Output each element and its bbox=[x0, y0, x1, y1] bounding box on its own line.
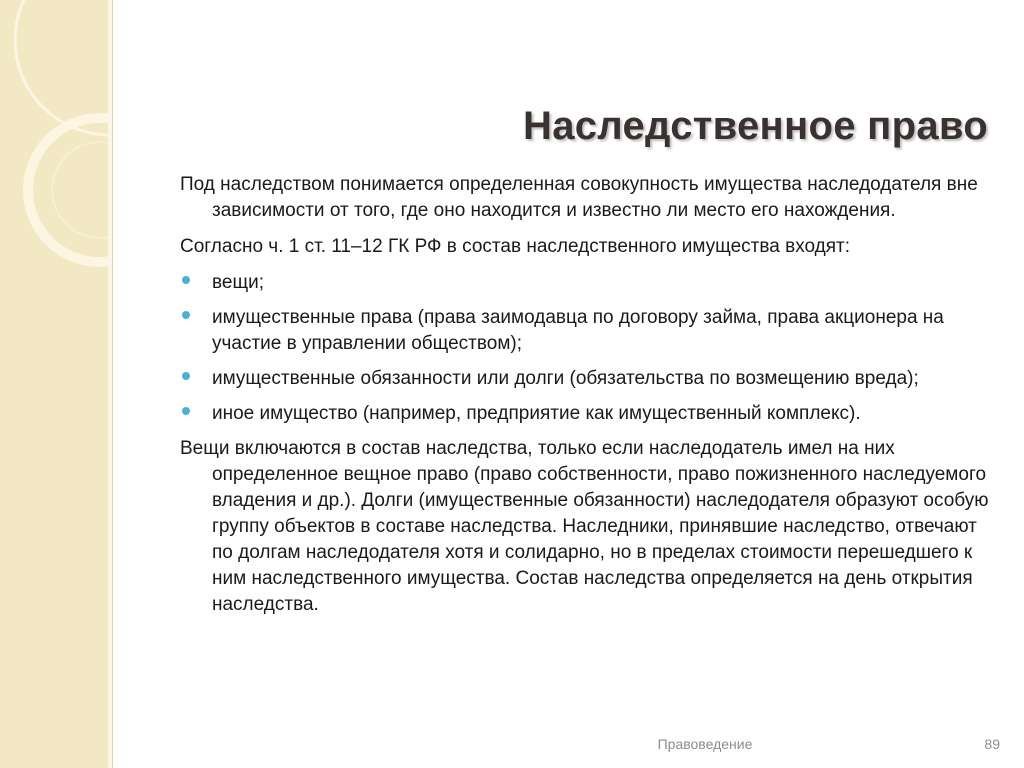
list-item-text: имущественные обязанности или долги (обязательства по возмещению вреда); bbox=[212, 368, 919, 389]
list-item-text: иное имущество (например, предприятие как имущественный комплекс). bbox=[212, 403, 861, 424]
bullet-dot-icon bbox=[182, 407, 190, 415]
list-item bbox=[180, 270, 1000, 296]
list-item bbox=[180, 401, 1000, 427]
footer-subject: Правоведение bbox=[657, 736, 753, 752]
bullet-dot-icon bbox=[182, 372, 190, 380]
decorative-circles bbox=[0, 0, 112, 768]
intro-paragraph: Под наследством понимается определенная совокупность имущества наследодателя вне зависимости от того, где оно находится и известно ли место его нахождения. bbox=[180, 174, 978, 221]
list-item bbox=[180, 366, 1000, 392]
decorative-side-band bbox=[0, 0, 113, 768]
bullet-dot-icon bbox=[182, 311, 190, 319]
slide-content bbox=[180, 172, 1000, 628]
list-item-text: вещи; bbox=[212, 272, 264, 293]
closing-paragraph: Вещи включаются в состав наследства, только если наследодатель имел на них определенное вещное право (право собственности, право пожизненного наследуемого владения и др.). Долги (имущественные обязанности) наследодателя образуют особую группу объектов в составе наследства. Наследники, принявшие наследство, отвечают по долгам наследодателя хотя и солидарно, но в пределах стоимости перешедшего к ним наследственного имущества. Состав наследства определяется на день открытия наследства. bbox=[180, 438, 989, 615]
decorative-ring-middle bbox=[28, 118, 112, 262]
bullet-list bbox=[180, 270, 1000, 427]
decorative-ring-inner bbox=[52, 142, 112, 238]
lead-paragraph: Согласно ч. 1 ст. 11–12 ГК РФ в состав наследственного имущества входят: bbox=[180, 236, 850, 257]
list-item-text: имущественные права (права заимодавца по договору займа, права акционера на участие в управлении обществом); bbox=[212, 307, 944, 354]
bullet-dot-icon bbox=[182, 276, 190, 284]
list-item bbox=[180, 305, 1000, 357]
page-number: 89 bbox=[984, 736, 1000, 752]
slide-title: Наследственное право bbox=[523, 104, 988, 148]
